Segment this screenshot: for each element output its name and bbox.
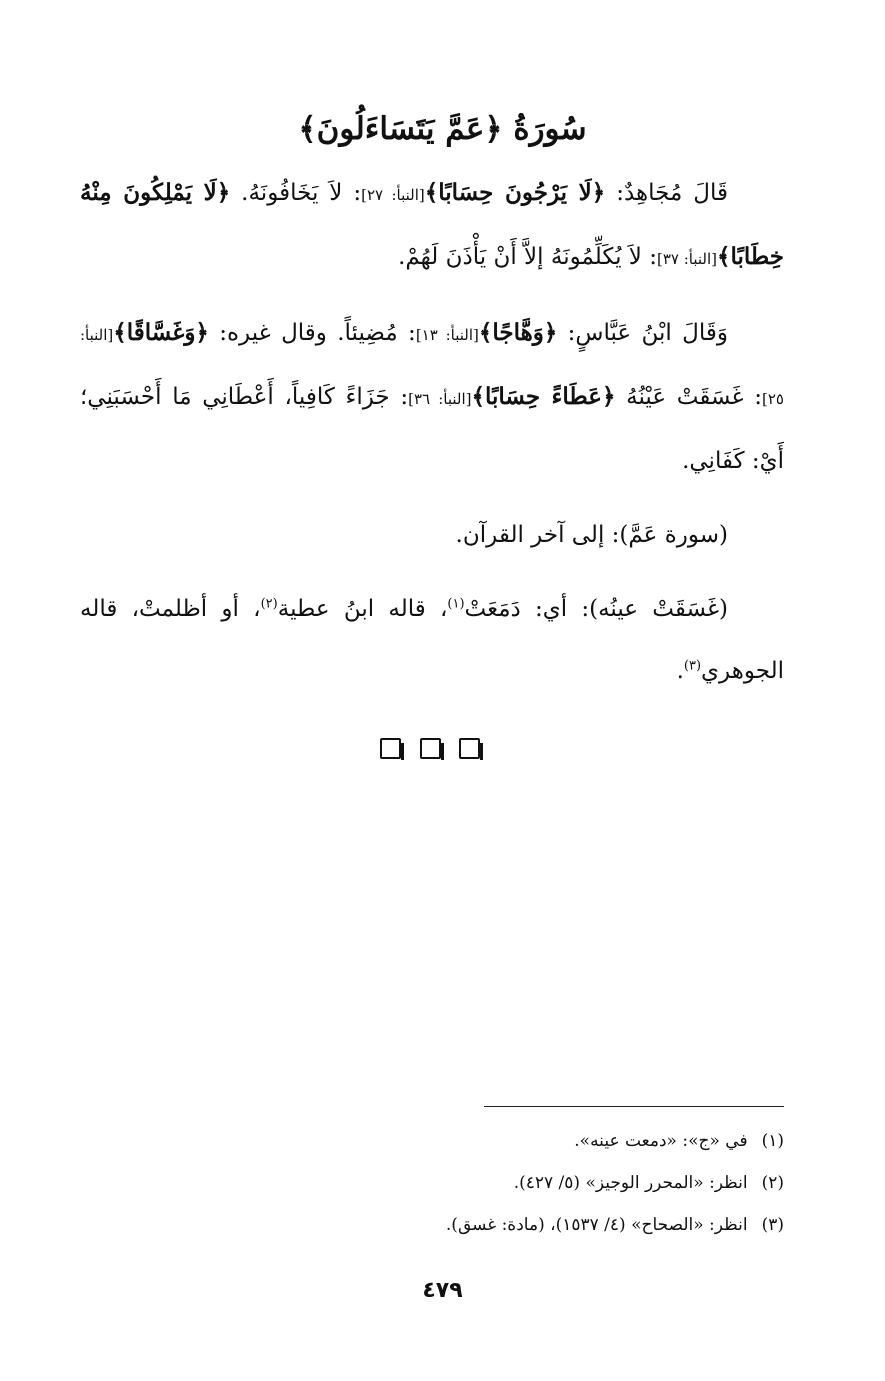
footnote-marker[interactable]: (٢) <box>260 596 278 612</box>
text-run: ، قاله ابنُ عطية <box>277 596 448 622</box>
footnotes <box>80 1120 784 1246</box>
main-text <box>80 162 784 714</box>
quran-quote: ﴿لَا يَرْجُونَ حِسَابًا﴾ <box>424 179 606 206</box>
text-run: : مُضِيئاً. وقال غيره: <box>208 320 416 346</box>
footnote-marker[interactable]: (١) <box>447 596 465 612</box>
footnote-separator <box>484 1106 784 1107</box>
footnote-text: في «ج»: «دمعت عينه». <box>574 1131 748 1151</box>
footnote-item <box>80 1120 784 1162</box>
text-run: : لاَ يُكَلِّمُونَهُ إلاَّ أَنْ يَأْذَنَ لَهُمْ. <box>398 244 657 270</box>
verse-reference: [النبأ: ٣٧] <box>656 250 718 268</box>
verse-reference: [النبأ: ٣٦] <box>408 390 472 408</box>
quran-quote: ﴿لَا يَمْلِكُونَ مِنْهُ خِطَابًا﴾ <box>80 179 784 270</box>
paragraph-ibn-abbas <box>80 302 784 492</box>
square-ornament-icon <box>420 738 441 759</box>
footnote-item <box>80 1162 784 1204</box>
paragraph-mujahid <box>80 162 784 290</box>
text-run: قَالَ مُجَاهِدٌ: <box>605 180 728 206</box>
footnote-text: انظر: «الصحاح» (٤/ ١٥٣٧)، (مادة: غسق). <box>445 1215 748 1235</box>
paragraph-ghasaqat <box>80 578 784 702</box>
paragraph-surah-range: (سورة عَمَّ): إلى آخر القرآن. <box>455 522 728 548</box>
footnote-text: انظر: «المحرر الوجيز» (٥/ ٤٢٧). <box>513 1173 748 1193</box>
verse-reference: [النبأ: ٢٥] <box>80 326 784 408</box>
text-run: ، أو أظلمتْ، قاله الجوهري <box>80 596 784 684</box>
verse-reference: [النبأ: ١٣] <box>415 326 479 344</box>
verse-reference: [النبأ: ٢٧] <box>361 186 425 204</box>
surah-title: سُورَةُ ﴿عَمَّ يَتَسَاءَلُونَ﴾ <box>298 111 587 147</box>
text-run: . <box>676 658 684 684</box>
footnote-marker[interactable]: (٣) <box>683 658 702 674</box>
quran-quote: ﴿وَهَّاجًا﴾ <box>478 319 558 346</box>
footnote-number: (٣) <box>761 1215 784 1235</box>
text-run: (غَسَقَتْ عينُه): أي: دَمَعَتْ <box>464 596 728 622</box>
quran-quote: ﴿عَطَاءً حِسَابًا﴾ <box>471 383 616 410</box>
footnote-item <box>80 1204 784 1246</box>
text-run: : جَزَاءً كَافِياً، أَعْطَانِي مَا أَحْسَبَنِي؛ أَيْ: كَفَانِي. <box>80 384 784 474</box>
square-ornament-icon <box>459 738 480 759</box>
quran-quote: ﴿وَغَسَّاقًا﴾ <box>113 319 209 346</box>
footnote-number: (٢) <box>761 1173 784 1193</box>
footnote-number: (١) <box>761 1131 784 1151</box>
text-run: : غَسَقَتْ عَيْنُهُ <box>615 384 763 410</box>
square-ornament-icon <box>380 738 401 759</box>
page-number: ٤٧٩ <box>422 1278 463 1303</box>
text-run: وَقَالَ ابْنُ عَبَّاسٍ: <box>557 320 728 346</box>
text-run: : لاَ يَخَافُونَهُ. <box>230 180 362 206</box>
section-divider-ornament <box>380 738 480 760</box>
